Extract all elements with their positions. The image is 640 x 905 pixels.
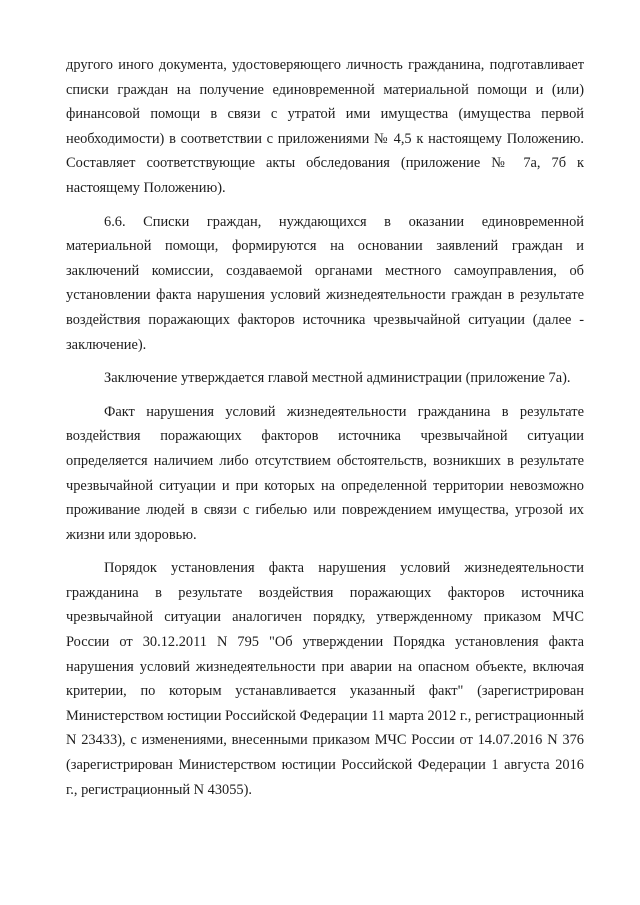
paragraph-6-6: 6.6. Списки граждан, нуждающихся в оказании единовременной материальной помощи, формируются на основании заявлений граждан и заключений комиссии, создаваемой органами местного самоуправления, об установлении факта нарушения условий жизнедеятельности граждан в результате воздействия поражающих факторов источника чрезвычайной ситуации (далее - заключение). — [66, 213, 584, 353]
document-body — [66, 53, 584, 802]
paragraph-conclusion-approval: Заключение утверждается главой местной администрации (приложение 7а). — [104, 370, 571, 387]
paragraph-procedure: Порядок установления факта нарушения условий жизнедеятельности гражданина в результате воздействия поражающих факторов источника чрезвычайной ситуации аналогичен порядку, утвержденному приказом МЧС России от 30.12.2011 N 795 "Об утверждении Порядка установления факта нарушения условий жизнедеятельности при аварии на опасном объекте, включая критерии, по которым устанавливается указанный факт" (зарегистрирован Министерством юстиции Российской Федерации 11 марта 2012 г., регистрационный N 23433), с изменениями, внесенными приказом МЧС России от 14.07.2016 N 376 (зарегистрирован Министерством юстиции Российской Федерации 1 августа 2016 г., регистрационный N 43055). — [66, 560, 584, 798]
paragraph-continuation: другого иного документа, удостоверяющего личность гражданина, подготавливает списки граждан на получение единовременной материальной помощи и (или) финансовой помощи в связи с утратой ими имущества (имущества первой необходимости) в соответствии с приложениями № 4,5 к настоящему Положению. Составляет соответствующие акты обследования (приложение № 7а, 7б к настоящему Положению). — [66, 57, 584, 196]
paragraph-violation-fact: Факт нарушения условий жизнедеятельности гражданина в результате воздействия поражающих факторов источника чрезвычайной ситуации определяется наличием либо отсутствием обстоятельств, возникших в результате чрезвычайной ситуации и при которых на определенной территории невозможно проживание людей в связи с гибелью или повреждением имущества, угрозой их жизни или здоровью. — [66, 403, 584, 543]
